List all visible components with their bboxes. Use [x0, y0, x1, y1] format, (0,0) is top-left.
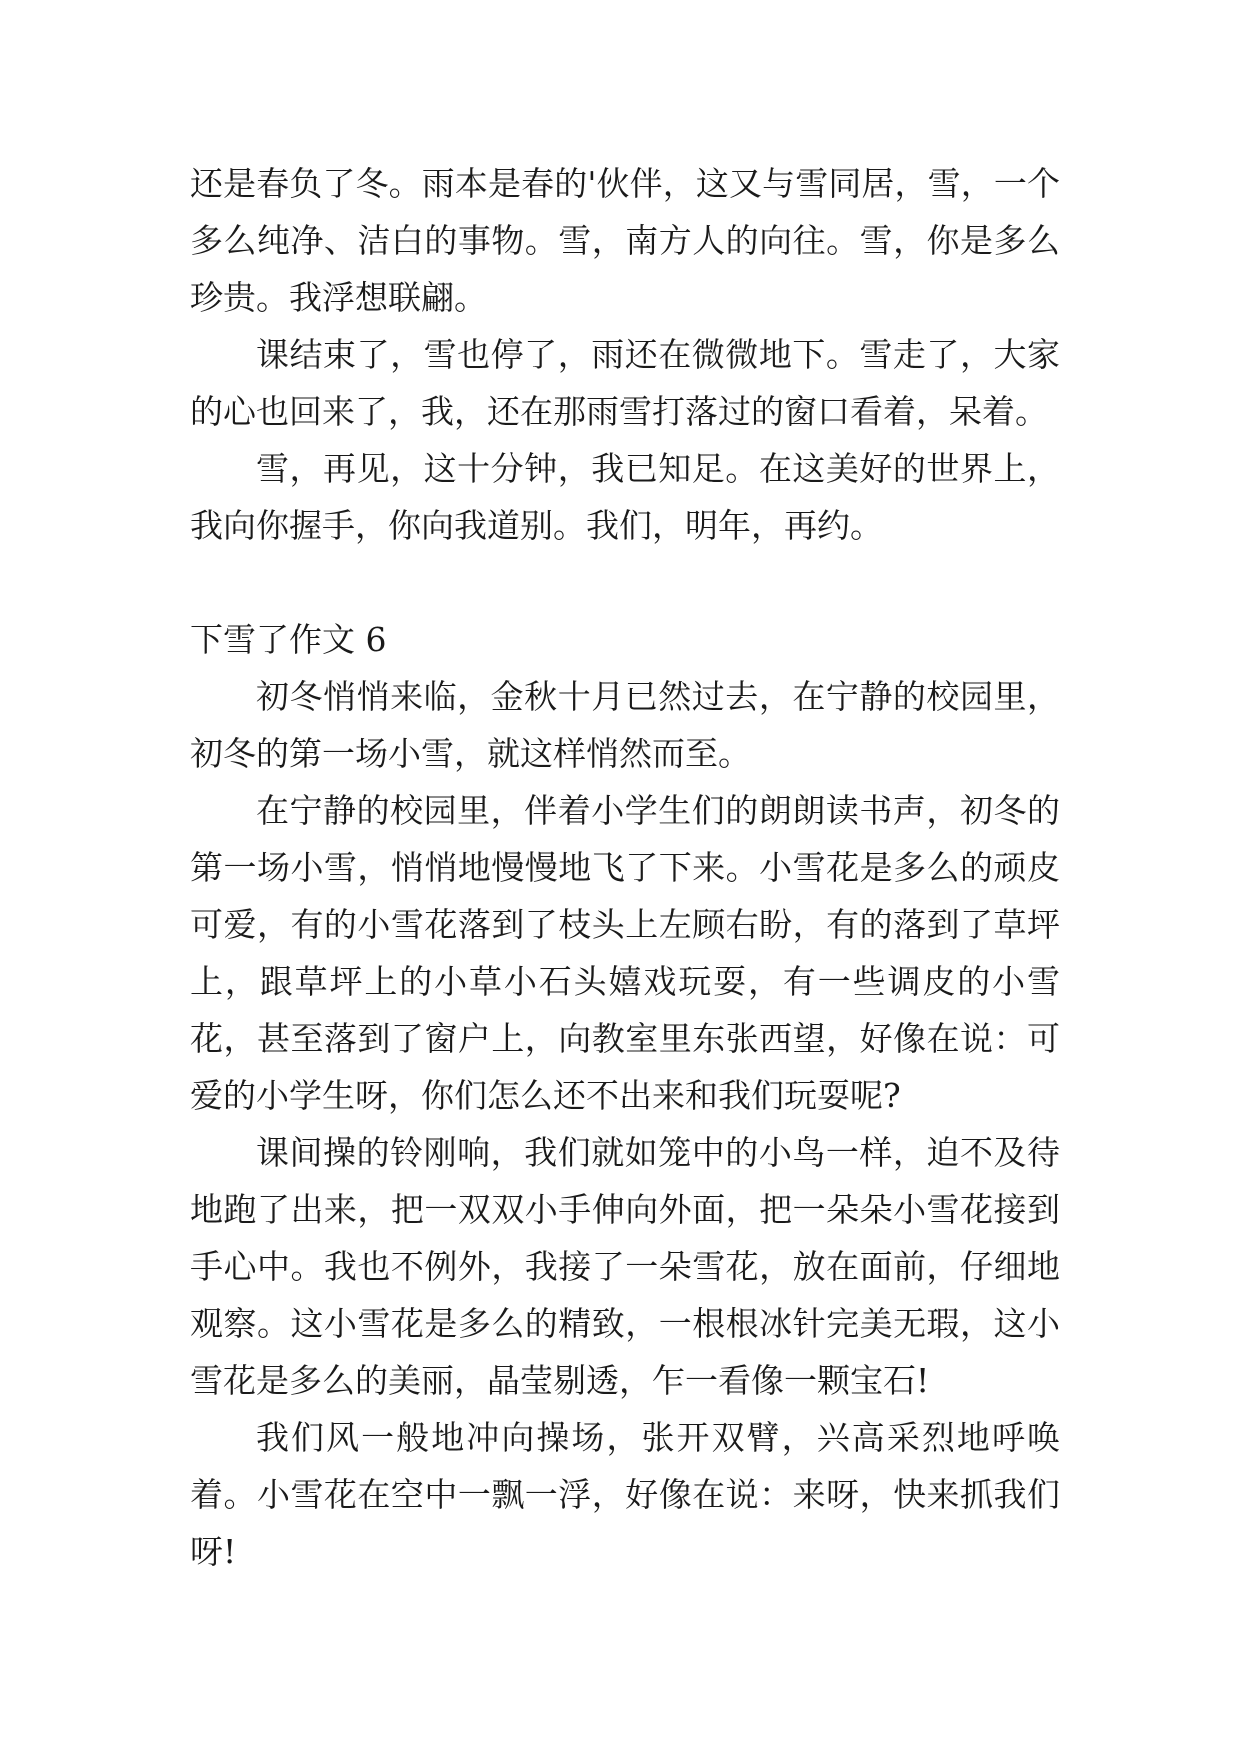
document-body — [190, 155, 1060, 1580]
paragraph: 雪，再见，这十分钟，我已知足。在这美好的世界上，我向你握手，你向我道别。我们，明年，再约。 — [190, 449, 1060, 545]
paragraph: 在宁静的校园里，伴着小学生们的朗朗读书声，初冬的第一场小雪，悄悄地慢慢地飞了下来。小雪花是多么的顽皮可爱，有的小雪花落到了枝头上左顾右盼，有的落到了草坪上，跟草坪上的小草小石头嬉戏玩耍，有一些调皮的小雪花，甚至落到了窗户上，向教室里东张西望，好像在说：可爱的小学生呀，你们怎么还不出来和我们玩耍呢? — [190, 791, 1060, 1115]
paragraph-continued: 还是春负了冬。雨本是春的'伙伴，这又与雪同居，雪，一个多么纯净、洁白的事物。雪，南方人的向往。雪，你是多么珍贵。我浮想联翩。 — [190, 164, 1060, 317]
section-title: 下雪了作文 6 — [190, 620, 387, 659]
paragraph: 初冬悄悄来临，金秋十月已然过去，在宁静的校园里，初冬的第一场小雪，就这样悄然而至。 — [190, 677, 1060, 773]
paragraph: 我们风一般地冲向操场，张开双臂，兴高采烈地呼唤着。小雪花在空中一飘一浮，好像在说：来呀，快来抓我们呀! — [190, 1418, 1060, 1571]
paragraph: 课结束了，雪也停了，雨还在微微地下。雪走了，大家的心也回来了，我，还在那雨雪打落过的窗口看着，呆着。 — [190, 335, 1060, 431]
paragraph: 课间操的铃刚响，我们就如笼中的小鸟一样，迫不及待地跑了出来，把一双双小手伸向外面，把一朵朵小雪花接到手心中。我也不例外，我接了一朵雪花，放在面前，仔细地观察。这小雪花是多么的精致，一根根冰针完美无瑕，这小雪花是多么的美丽，晶莹剔透，乍一看像一颗宝石! — [190, 1133, 1060, 1400]
